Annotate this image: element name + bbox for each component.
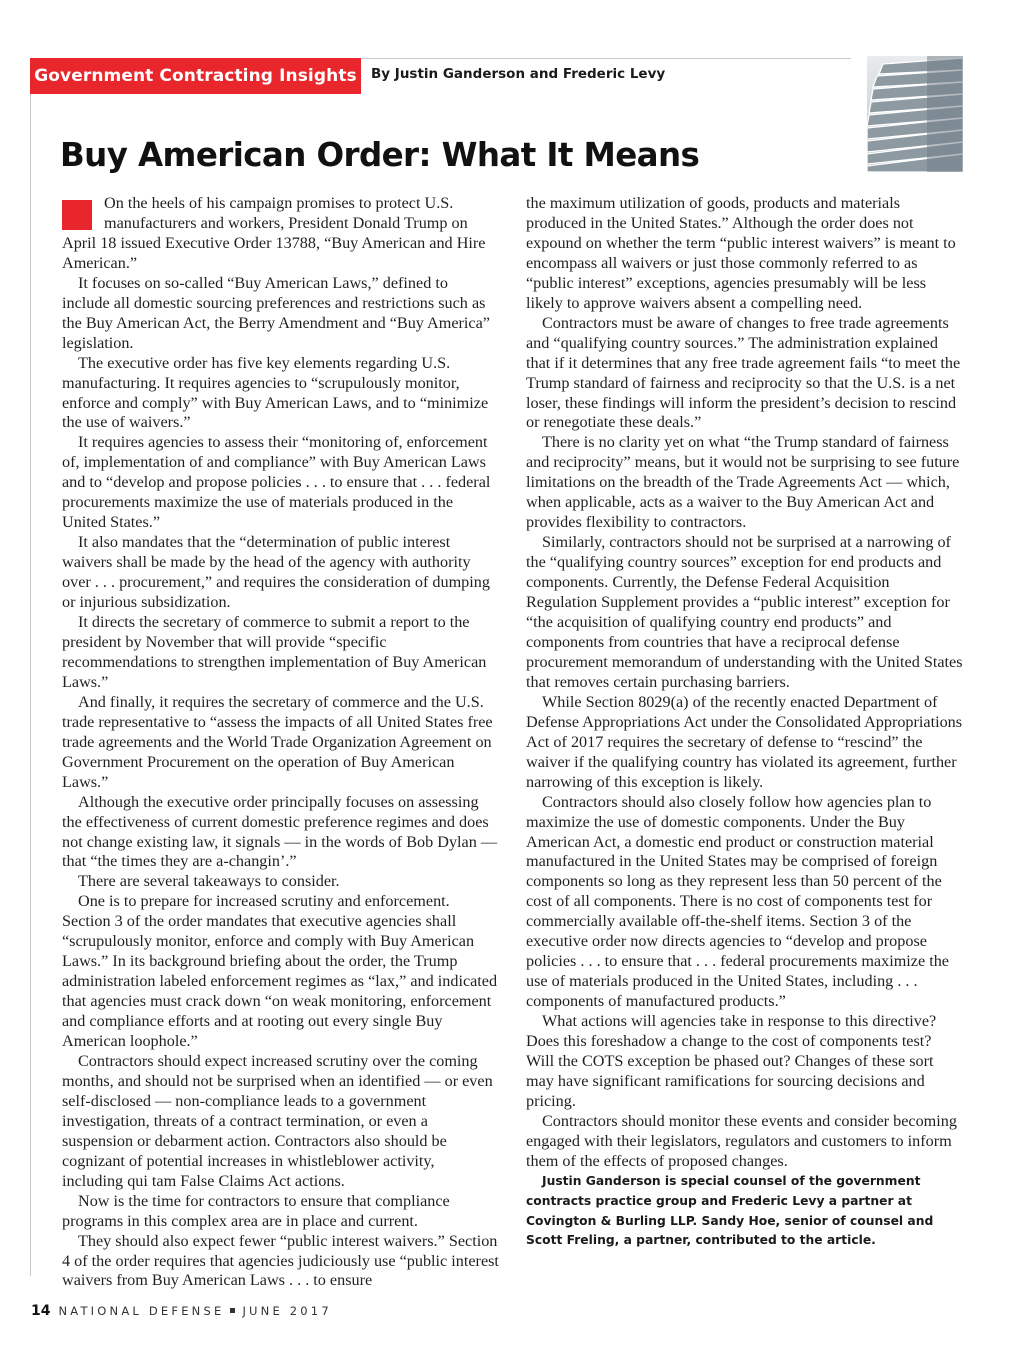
paragraph: What actions will agencies take in response to this directive? Does this foreshadow a change to the cost of components test? Will the COTS exception be phased out? Changes of these sort may have significant ramifications for sourcing decisions and pricing. <box>526 1012 937 1110</box>
paragraph: They should also expect fewer “public interest waivers.” Section 4 of the order requires that agencies judiciously use “public interest waivers from Buy American Laws . . . to ensure <box>62 1231 499 1290</box>
paragraph: One is to prepare for increased scrutiny and enforcement. Section 3 of the order mandates that executive agencies shall “scrupulously monitor, enforce and comply with Buy American Laws.” In its background briefing about the order, the Trump administration labeled enforcement regimes as “lax,” and indicated that agencies must crack down “on weak monitoring, enforcement and compliance efforts and at rooting out every single Buy American loophole.” <box>62 892 498 1051</box>
body-column-left <box>62 194 499 1291</box>
paragraph: Similarly, contractors should not be surprised at a narrowing of the “qualifying country sources” exception for end products and components. Currently, the Defense Federal Acquisition Regulation Supplement provides a “public interest” exception for “the acquisition of qualifying country end products” and components from countries that have a reciprocal defense procurement memorandum of understanding with the United States that removes certain purchasing barriers. <box>526 533 963 691</box>
paragraph: Now is the time for contractors to ensure that compliance programs in this complex area are in place and current. <box>62 1191 450 1230</box>
paragraph: It directs the secretary of commerce to submit a report to the president by November that will provide “specific recommendations to strengthen implementation of Buy American Laws.” <box>62 613 487 691</box>
frame-left-rule <box>30 58 31 1276</box>
paragraph: It focuses on so-called “Buy American Laws,” defined to include all domestic sourcing preferences and restrictions such as the Buy American Act, the Berry Amendment and “Buy America” legislation. <box>62 273 490 352</box>
paragraph: It requires agencies to assess their “monitoring of, enforcement of, implementation of and compliance” with Buy American Laws and to “develop and propose policies . . . to ensure that . . . federal procurements maximize the use of materials produced in the United States.” <box>62 433 491 532</box>
paragraph: the maximum utilization of goods, products and materials produced in the United States.” Although the order does not expound on whether the term “public interest waivers” is meant to encompass all waivers or just those commonly referred to as “public interest” exceptions, agencies presumably will be less likely to approve waivers absent a compelling need. <box>526 194 956 312</box>
paragraph: Although the executive order principally focuses on assessing the effectiveness of current domestic preference regimes and does not change existing law, it signals — in the words of Bob Dylan — that “the times they are a-changin’.” <box>62 792 498 871</box>
page-footer <box>31 1303 332 1319</box>
paragraph: It also mandates that the “determination of public interest waivers shall be made by the head of the agency with authority over . . . procurement,” and requires the consideration of dumping or injurious subsidization. <box>62 533 490 612</box>
author-bio: Justin Ganderson is special counsel of the government contracts practice group and Frederic Levy a partner at Covington & Burling LLP. Sandy Hoe, senior of counsel and Scott Freling, a partner, contributed to the article. <box>526 1173 934 1248</box>
paragraph: The executive order has five key elements regarding U.S. manufacturing. It requires agencies to “scrupulously monitor, enforce and comply” with Buy American Laws, and to “minimize the use of waivers.” <box>62 353 489 432</box>
headline: Buy American Order: What It Means <box>60 136 700 174</box>
byline: By Justin Ganderson and Frederic Levy <box>371 66 666 82</box>
section-tag: Government Contracting Insights <box>30 58 361 94</box>
drop-cap-square <box>62 200 92 230</box>
paragraph: On the heels of his campaign promises to protect U.S. manufacturers and workers, President Donald Trump on April 18 issued Executive Order 13788, “Buy American and Hire American.” <box>62 194 486 272</box>
paragraph: There is no clarity yet on what “the Trump standard of fairness and reciprocity” means, but it would not be surprising to see future limitations on the breadth of the Trade Agreements Act — which, when applicable, acts as a waiver to the Buy American Act and provides flexibility to contractors. <box>526 433 960 532</box>
body-column-right <box>526 194 963 1251</box>
paper-stack-photo <box>867 56 963 172</box>
paragraph: Contractors should monitor these events and consider becoming engaged with their legislators, regulators and customers to inform them of the effects of proposed changes. <box>526 1111 957 1170</box>
paragraph: Contractors must be aware of changes to free trade agreements and “qualifying country sources.” The administration explained that if it determines that any free trade agreement fails “to meet the Trump standard of fairness and reciprocity so that the U.S. is a net loser, these findings will inform the president’s decision to rescind or renegotiate these deals.” <box>526 313 961 432</box>
paragraph: Contractors should expect increased scrutiny over the coming months, and should not be surprised when an identified — or even self-disclosed — non-compliance leads to a government investigation, threats of a contract termination, or even a suspension or debarment action. Contractors also should be cognizant of potential increases in whistleblower activity, including qui tam False Claims Act actions. <box>62 1051 493 1190</box>
issue-date: JUNE 2017 <box>242 1304 332 1318</box>
footer-separator <box>230 1308 235 1313</box>
paragraph: And finally, it requires the secretary of commerce and the U.S. trade representative to “assess the impacts of all United States free trade agreements and the World Trade Organization Agreement on Government Procurement on the operation of Buy American Laws.” <box>62 692 493 791</box>
paragraph: Contractors should also closely follow how agencies plan to maximize the use of domestic components. Under the Buy American Act, a domestic end product or construction material manufactured in the United States may be comprised of foreign components so long as they represent less than 50 percent of the cost of all components. There is no cost of components test for commercially available off-the-shelf items. Section 3 of the executive order now directs agencies to “develop and propose policies . . . to ensure that . . . federal procurements maximize the use of materials produced in the United States, including . . . components of manufactured products.” <box>526 792 949 1011</box>
page-number: 14 <box>31 1303 51 1319</box>
paragraph: While Section 8029(a) of the recently enacted Department of Defense Appropriations Act under the Consolidated Appropriations Act of 2017 requires the secretary of defense to “rescind” the waiver if the qualifying country has violated its agreement, further narrowing of this exception is likely. <box>526 692 963 791</box>
paragraph: There are several takeaways to consider. <box>78 872 340 891</box>
publication-name: NATIONAL DEFENSE <box>58 1304 225 1318</box>
